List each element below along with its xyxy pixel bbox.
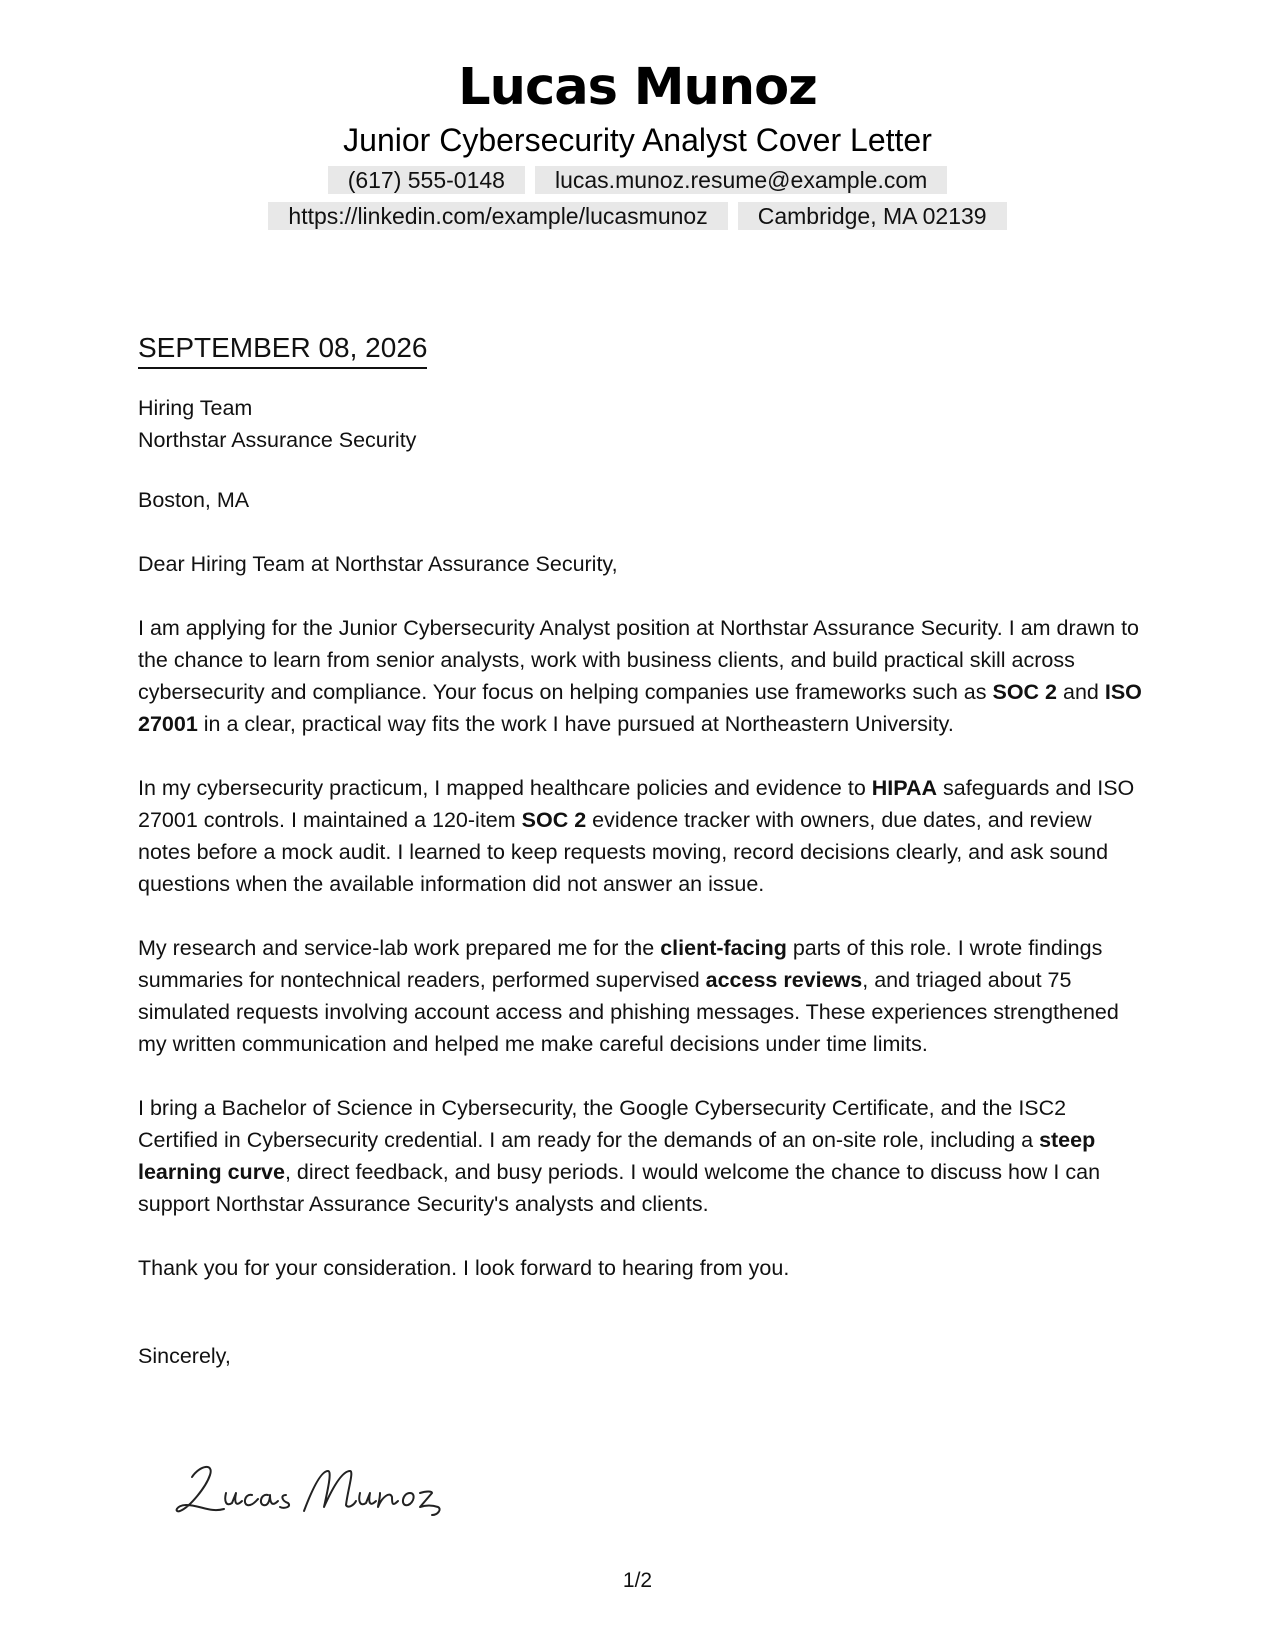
contact-row-1 [0,166,1275,194]
email-chip[interactable]: lucas.munoz.resume@example.com [535,166,947,194]
paragraph-2: In my cybersecurity practicum, I mapped healthcare policies and evidence to HIPAA safeguards and ISO 27001 controls. I maintained a 120-item SOC 2 evidence tracker with owners, due dates, and review notes before a mock audit. I learned to keep requests moving, record decisions clearly, and ask sound questions when the available information did not answer an issue. [138,776,1135,896]
highlight-hipaa: HIPAA [871,776,938,800]
paragraph-4: I bring a Bachelor of Science in Cybersecurity, the Google Cybersecurity Certificate, and the ISC2 Certified in Cybersecurity credential. I am ready for the demands of an on-site role, including a steep learning curve, direct feedback, and busy periods. I would welcome the chance to discuss how I can support Northstar Assurance Security's analysts and clients. [138,1096,1101,1216]
paragraph-3: My research and service-lab work prepared me for the client-facing parts of this role. I wrote findings summaries for nontechnical readers, performed supervised access reviews, and triaged about 75 simulated requests involving account access and phishing messages. These experiences strengthened my written communication and helped me make careful decisions under time limits. [138,936,1119,1056]
location-chip: Cambridge, MA 02139 [738,202,1007,230]
salutation: Dear Hiring Team at Northstar Assurance Security, [138,552,618,576]
signature-image [170,1455,460,1525]
applicant-name: Lucas Munoz [458,58,817,117]
letter-header [0,58,1275,230]
page-number: 1/2 [622,1569,653,1592]
thanks-line: Thank you for your consideration. I look forward to hearing from you. [138,1256,790,1280]
highlight-soc2: SOC 2 [521,808,587,832]
highlight-access-reviews: access reviews [705,968,863,992]
letter-date: SEPTEMBER 08, 2026 [138,330,427,369]
highlight-soc2: SOC 2 [992,680,1058,704]
closing: Sincerely, [138,1344,231,1368]
recipient-line: Hiring Team [138,396,253,420]
document-title: Junior Cybersecurity Analyst Cover Letter [343,122,932,158]
contact-row-2 [0,202,1275,230]
highlight-steep-learning-curve: steep learning curve [138,1128,1096,1184]
linkedin-chip[interactable]: https://linkedin.com/example/lucasmunoz [268,202,727,230]
phone-chip: (617) 555-0148 [328,166,525,194]
letter-body [138,330,1148,1404]
recipient-line: Northstar Assurance Security [138,428,417,452]
recipient-location: Boston, MA [138,488,250,512]
highlight-iso27001: ISO 27001 [138,680,1142,736]
recipient-block [138,392,1148,456]
paragraph-1: I am applying for the Junior Cybersecurity Analyst position at Northstar Assurance Security. I am drawn to the chance to learn from senior analysts, work with business clients, and build practical skill across cybersecurity and compliance. Your focus on helping companies use frameworks such as SOC 2 and ISO 27001 in a clear, practical way fits the work I have pursued at Northeastern University. [138,616,1142,736]
highlight-client-facing: client-facing [660,936,787,960]
